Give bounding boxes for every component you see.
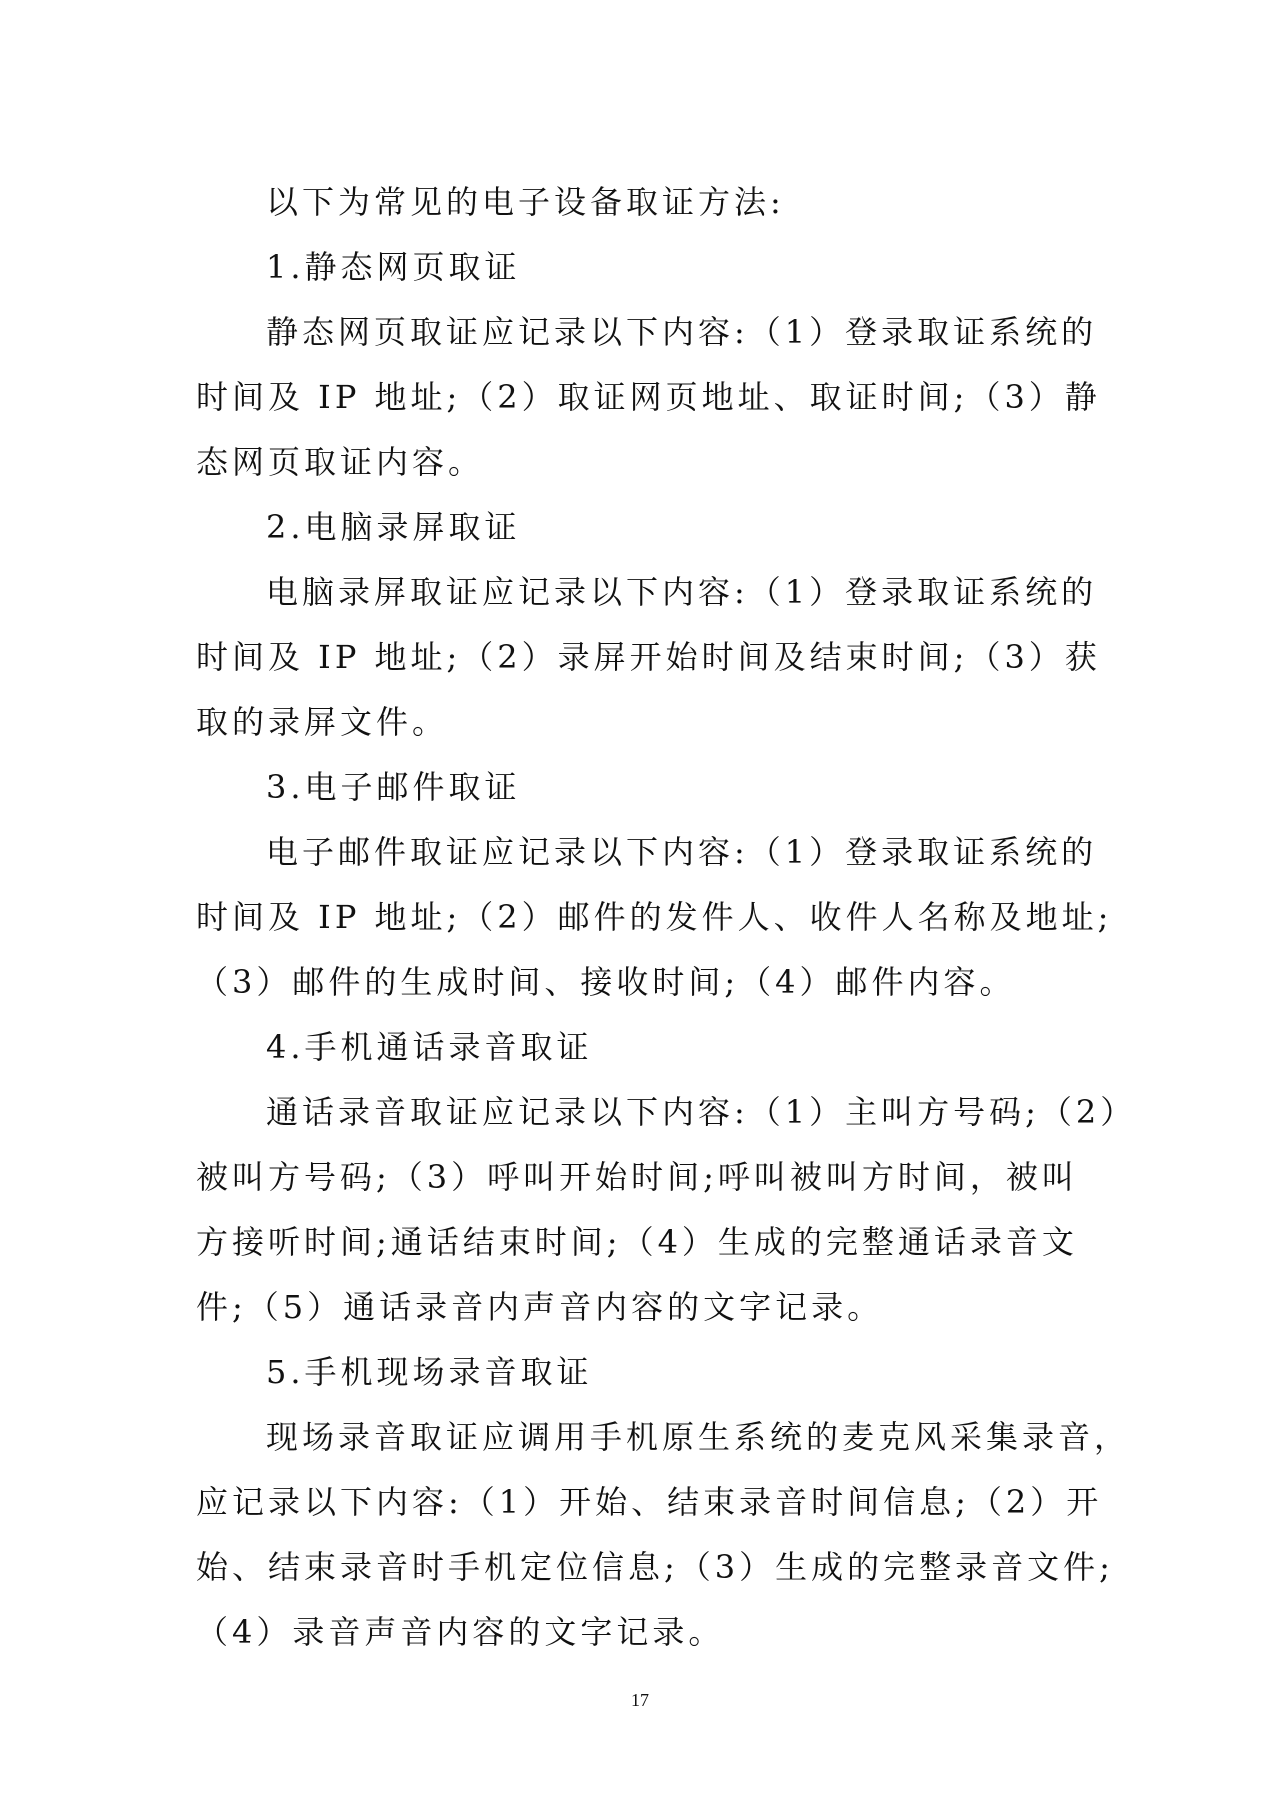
section-heading-5: 5.手机现场录音取证 <box>266 1353 593 1391</box>
paragraph-3-line-2: 时间及 IP 地址;（2）邮件的发件人、收件人名称及地址; <box>196 898 1113 936</box>
paragraph-3-line-3: （3）邮件的生成时间、接收时间;（4）邮件内容。 <box>196 963 1016 1001</box>
section-heading-4: 4.手机通话录音取证 <box>266 1028 593 1066</box>
paragraph-2-line-3: 取的录屏文件。 <box>196 703 449 741</box>
section-heading-3: 3.电子邮件取证 <box>266 768 521 806</box>
paragraph-2-line-1: 电脑录屏取证应记录以下内容:（1）登录取证系统的 <box>266 573 1098 611</box>
document-body <box>196 170 1137 1665</box>
paragraph-5-line-3: 始、结束录音时手机定位信息;（3）生成的完整录音文件; <box>196 1548 1114 1586</box>
paragraph-4-line-3: 方接听时间;通话结束时间;（4）生成的完整通话录音文 <box>196 1223 1078 1261</box>
paragraph-1-line-2: 时间及 IP 地址;（2）取证网页地址、取证时间;（3）静 <box>196 378 1101 416</box>
section-heading-2: 2.电脑录屏取证 <box>266 508 521 546</box>
paragraph-1-line-1: 静态网页取证应记录以下内容:（1）登录取证系统的 <box>266 313 1098 351</box>
section-heading-1: 1.静态网页取证 <box>266 248 521 286</box>
paragraph-5-line-1: 现场录音取证应调用手机原生系统的麦克风采集录音， <box>266 1418 1131 1456</box>
paragraph-4-line-4: 件;（5）通话录音内声音内容的文字记录。 <box>196 1288 884 1326</box>
intro-line: 以下为常见的电子设备取证方法: <box>266 183 785 221</box>
paragraph-2-line-2: 时间及 IP 地址;（2）录屏开始时间及结束时间;（3）获 <box>196 638 1101 676</box>
paragraph-4-line-1: 通话录音取证应记录以下内容:（1）主叫方号码;（2） <box>266 1093 1137 1131</box>
paragraph-5-line-2: 应记录以下内容:（1）开始、结束录音时间信息;（2）开 <box>196 1483 1103 1521</box>
paragraph-3-line-1: 电子邮件取证应记录以下内容:（1）登录取证系统的 <box>266 833 1098 871</box>
page-number: 17 <box>631 1690 649 1710</box>
paragraph-5-line-4: （4）录音声音内容的文字记录。 <box>196 1613 725 1651</box>
paragraph-1-line-3: 态网页取证内容。 <box>196 443 485 481</box>
paragraph-4-line-2: 被叫方号码;（3）呼叫开始时间;呼叫被叫方时间，被叫 <box>196 1158 1078 1196</box>
